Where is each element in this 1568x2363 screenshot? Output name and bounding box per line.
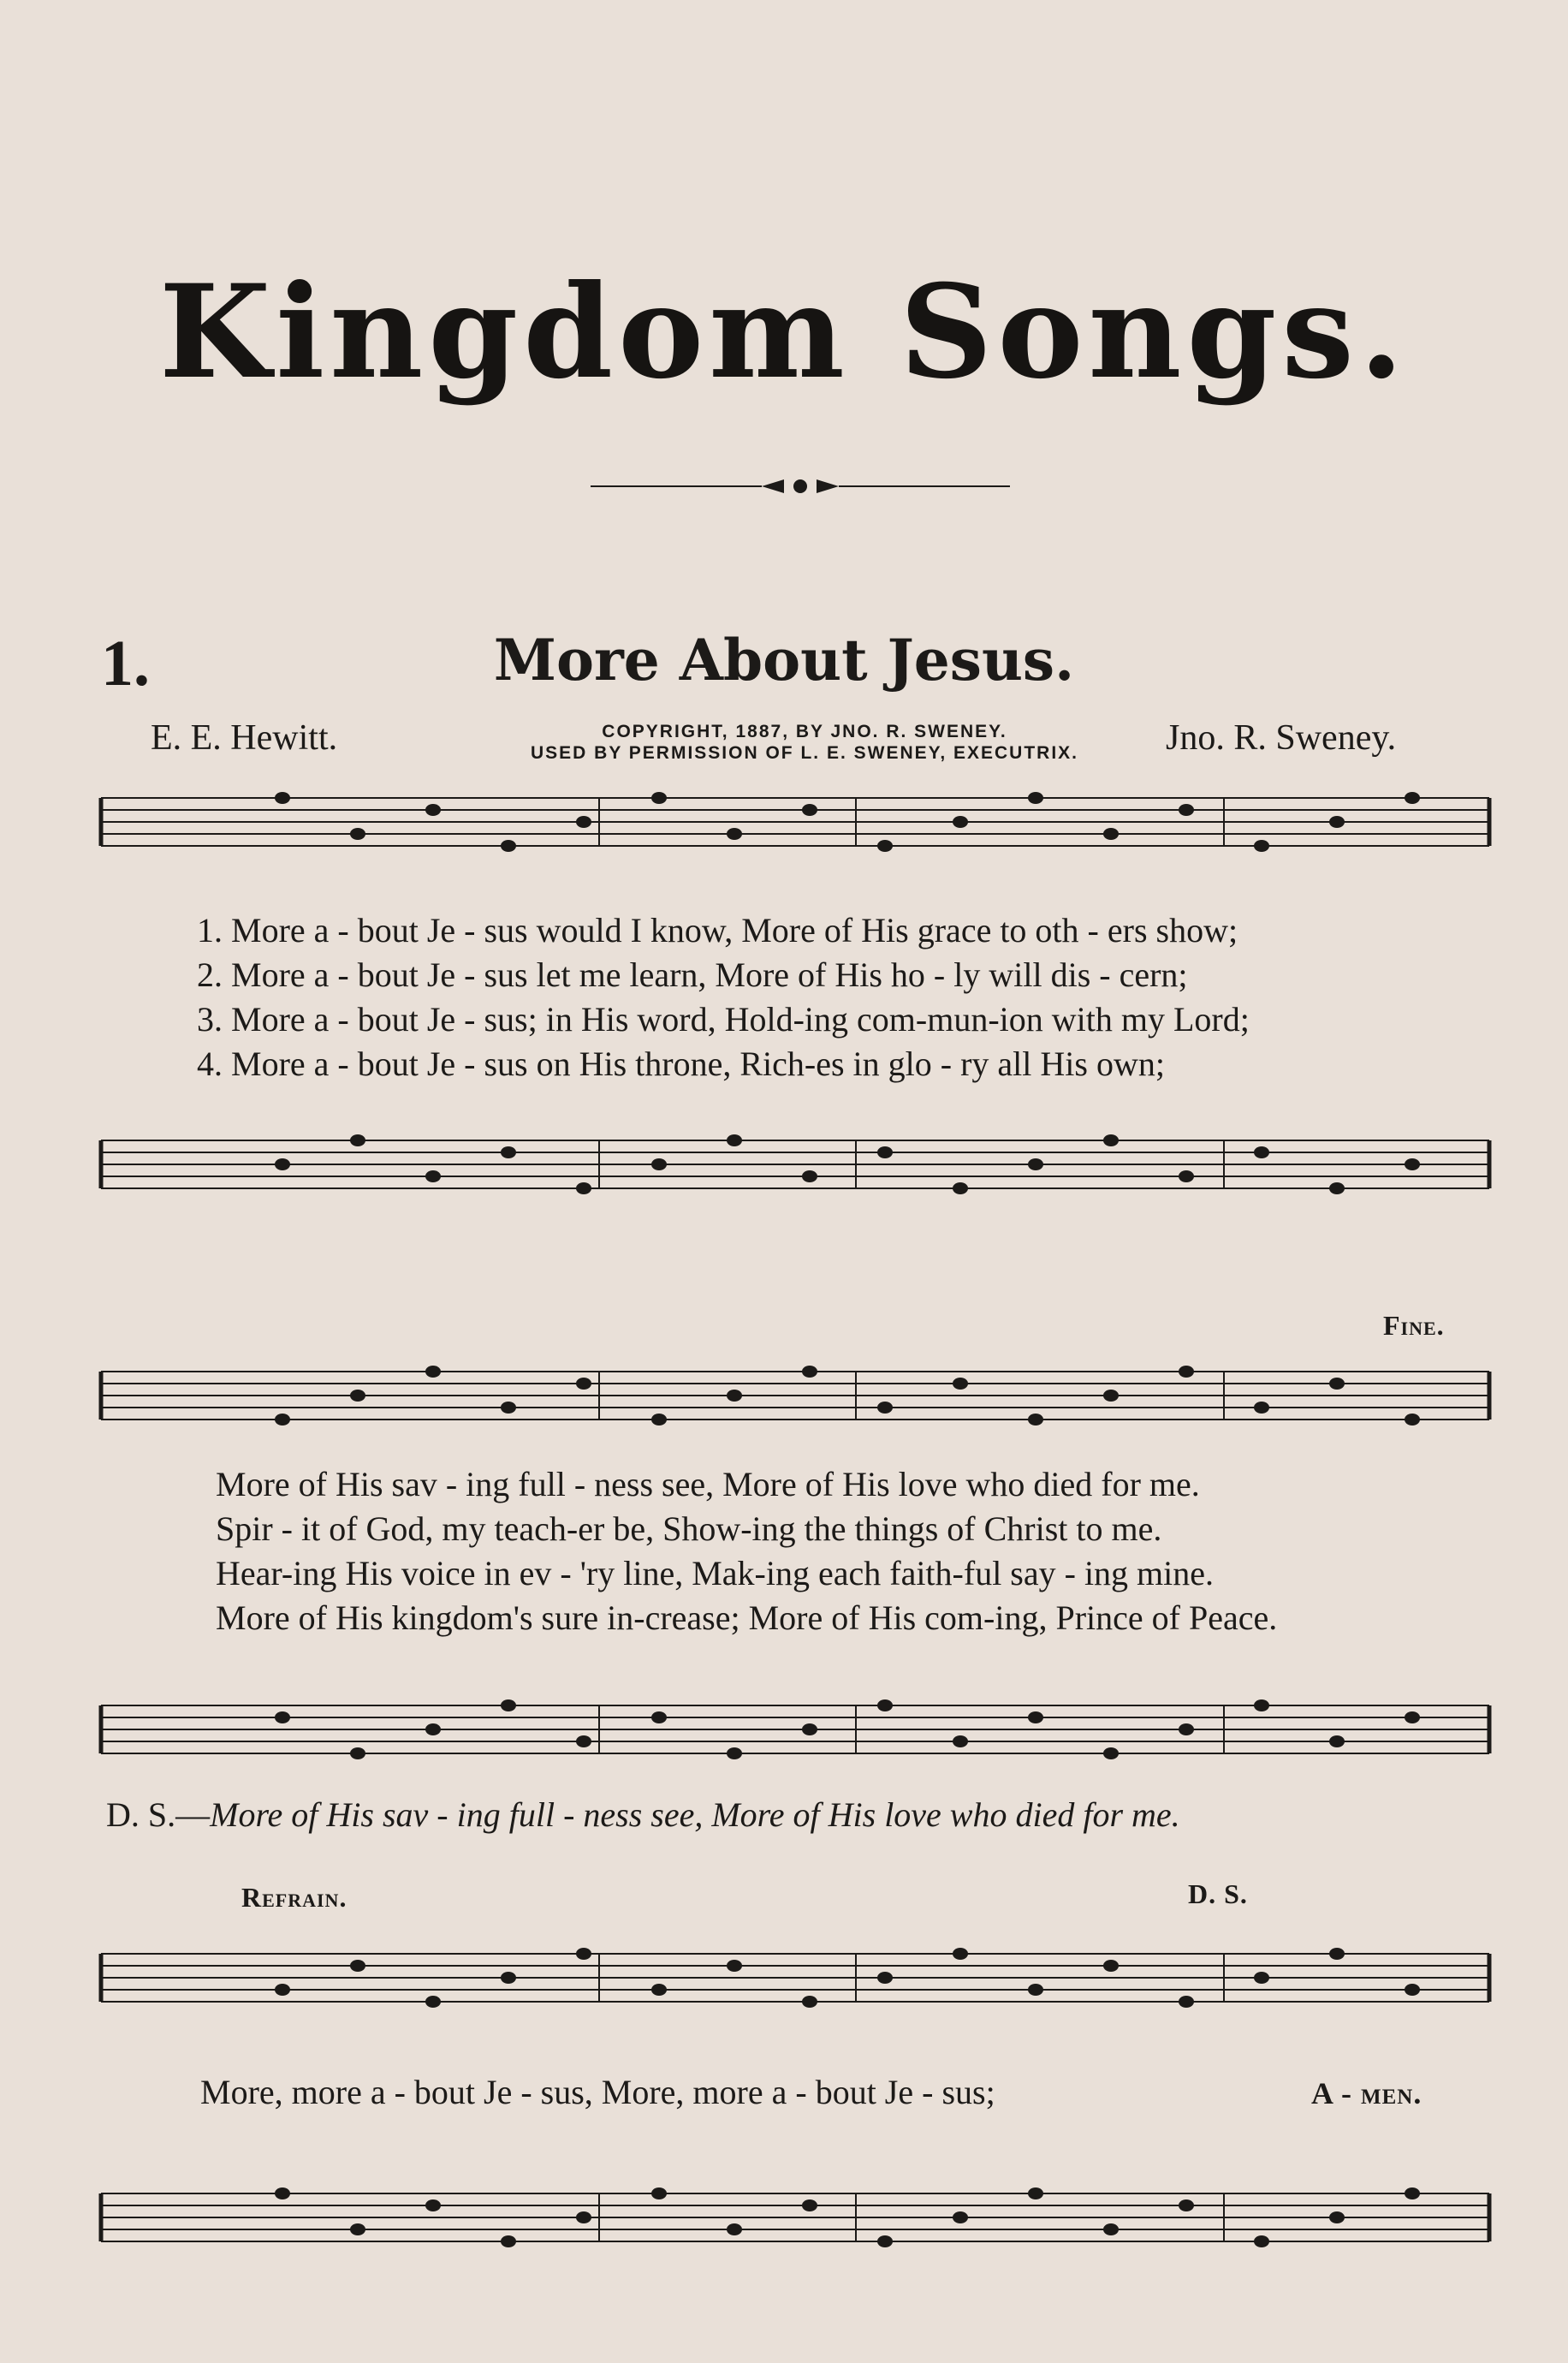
book-title: Kingdom Songs. <box>158 257 1410 408</box>
note-head <box>877 1402 893 1414</box>
note-head <box>1179 1996 1194 2008</box>
note-head <box>953 1378 968 1390</box>
note-head <box>576 1735 591 1747</box>
note-head <box>501 1699 516 1711</box>
note-head <box>425 1366 441 1378</box>
note-head <box>1254 840 1269 852</box>
note-head <box>1329 1182 1345 1194</box>
note-head <box>1254 1146 1269 1158</box>
note-head <box>727 2223 742 2235</box>
note-head <box>877 1972 893 1984</box>
note-head <box>1329 1735 1345 1747</box>
note-head <box>425 804 441 816</box>
note-head <box>727 1747 742 1759</box>
note-head <box>1405 1158 1420 1170</box>
note-head <box>1028 2187 1043 2199</box>
note-head <box>1028 1984 1043 1996</box>
note-head <box>1329 816 1345 828</box>
note-head <box>953 816 968 828</box>
note-head <box>651 2187 667 2199</box>
note-head <box>576 1182 591 1194</box>
note-head <box>802 804 817 816</box>
note-head <box>425 2199 441 2211</box>
copyright-line: USED BY PERMISSION OF L. E. SWENEY, EXECUTRIX. <box>530 743 1079 763</box>
note-head <box>350 1747 365 1759</box>
ds-lyric: More of His sav - ing full - ness see, More of His love who died for me. <box>210 1795 1180 1834</box>
note-head <box>802 2199 817 2211</box>
verse-line: More of His sav - ing full - ness see, More of His love who died for me. <box>216 1465 1200 1503</box>
note-head <box>651 792 667 804</box>
note-head <box>727 1390 742 1402</box>
verse-line: 1. More a - bout Je - sus would I know, More of His grace to oth - ers show; <box>197 911 1238 949</box>
verse-line: 4. More a - bout Je - sus on His throne, Rich-es in glo - ry all His own; <box>197 1045 1165 1083</box>
note-head <box>1179 1170 1194 1182</box>
note-head <box>1405 1984 1420 1996</box>
note-head <box>1254 1402 1269 1414</box>
note-head <box>651 1158 667 1170</box>
note-head <box>651 1711 667 1723</box>
note-head <box>1179 1366 1194 1378</box>
verse-line: More of His kingdom's sure in-crease; More of His com-ing, Prince of Peace. <box>216 1598 1278 1637</box>
note-head <box>275 1158 290 1170</box>
note-head <box>1254 2235 1269 2247</box>
bass-staff-3 <box>0 2166 1568 2269</box>
bass-staff-2 <box>0 1678 1568 1781</box>
note-head <box>501 1146 516 1158</box>
note-head <box>275 792 290 804</box>
note-head <box>1405 1711 1420 1723</box>
note-head <box>1254 1972 1269 1984</box>
verse-line: Hear-ing His voice in ev - 'ry line, Mak-ing each faith-ful say - ing mine. <box>216 1554 1215 1592</box>
treble-staff-1 <box>0 771 1568 873</box>
fine-mark: Fine. <box>1383 1310 1445 1341</box>
bass-staff-1 <box>0 1113 1568 1216</box>
note-head <box>1179 2199 1194 2211</box>
note-head <box>275 2187 290 2199</box>
note-head <box>877 840 893 852</box>
hymn-number: 1. <box>101 628 150 699</box>
copyright-notice <box>479 721 1130 764</box>
amen-lyric: A - men. <box>1311 2076 1422 2110</box>
note-head <box>275 1984 290 1996</box>
note-head <box>877 1146 893 1158</box>
note-head <box>350 1390 365 1402</box>
note-head <box>727 1134 742 1146</box>
note-head <box>1103 1960 1119 1972</box>
note-head <box>802 1996 817 2008</box>
note-head <box>953 1735 968 1747</box>
note-head <box>651 1414 667 1426</box>
note-head <box>1179 1723 1194 1735</box>
note-head <box>1028 1711 1043 1723</box>
note-head <box>1329 1378 1345 1390</box>
note-head <box>350 1960 365 1972</box>
note-head <box>350 2223 365 2235</box>
note-head <box>576 1948 591 1960</box>
copyright-line: COPYRIGHT, 1887, BY JNO. R. SWENEY. <box>602 722 1007 741</box>
treble-staff-2 <box>0 1344 1568 1447</box>
note-head <box>1028 792 1043 804</box>
treble-staff-3 <box>0 1926 1568 2029</box>
hymn-title: More About Jesus. <box>493 627 1075 693</box>
note-head <box>1405 1414 1420 1426</box>
note-head <box>425 1170 441 1182</box>
note-head <box>1103 1390 1119 1402</box>
note-head <box>501 1402 516 1414</box>
note-head <box>1103 1134 1119 1146</box>
lyricist: E. E. Hewitt. <box>151 718 338 758</box>
note-head <box>576 1378 591 1390</box>
note-head <box>1028 1158 1043 1170</box>
composer: Jno. R. Sweney. <box>1166 718 1397 758</box>
note-head <box>727 1960 742 1972</box>
note-head <box>1103 828 1119 840</box>
note-head <box>1179 804 1194 816</box>
note-head <box>425 1996 441 2008</box>
note-head <box>501 1972 516 1984</box>
note-head <box>350 1134 365 1146</box>
note-head <box>1405 2187 1420 2199</box>
note-head <box>1028 1414 1043 1426</box>
note-head <box>501 2235 516 2247</box>
note-head <box>350 828 365 840</box>
ds-mark: D. S. <box>1188 1878 1248 1909</box>
note-head <box>953 1948 968 1960</box>
title-ornament <box>591 476 1010 497</box>
note-head <box>1405 792 1420 804</box>
verse-line: Spir - it of God, my teach-er be, Show-ing the things of Christ to me. <box>216 1509 1162 1548</box>
note-head <box>953 2211 968 2223</box>
note-head <box>576 2211 591 2223</box>
note-head <box>576 816 591 828</box>
note-head <box>877 1699 893 1711</box>
note-head <box>1103 2223 1119 2235</box>
verse-line: 2. More a - bout Je - sus let me learn, More of His ho - ly will dis - cern; <box>197 955 1188 994</box>
note-head <box>501 840 516 852</box>
note-head <box>877 2235 893 2247</box>
refrain-lyric: More, more a - bout Je - sus, More, more a - bout Je - sus; <box>200 2073 995 2111</box>
note-head <box>802 1170 817 1182</box>
ds-prefix: D. S.— <box>106 1795 211 1834</box>
note-head <box>802 1366 817 1378</box>
verse-line: 3. More a - bout Je - sus; in His word, Hold-ing com-mun-ion with my Lord; <box>197 1000 1250 1039</box>
note-head <box>275 1414 290 1426</box>
note-head <box>727 828 742 840</box>
ds-line <box>106 1795 1180 1835</box>
note-head <box>1329 2211 1345 2223</box>
note-head <box>1254 1699 1269 1711</box>
refrain-mark: Refrain. <box>241 1882 347 1913</box>
note-head <box>651 1984 667 1996</box>
note-head <box>1329 1948 1345 1960</box>
note-head <box>1103 1747 1119 1759</box>
note-head <box>802 1723 817 1735</box>
note-head <box>425 1723 441 1735</box>
note-head <box>275 1711 290 1723</box>
note-head <box>953 1182 968 1194</box>
